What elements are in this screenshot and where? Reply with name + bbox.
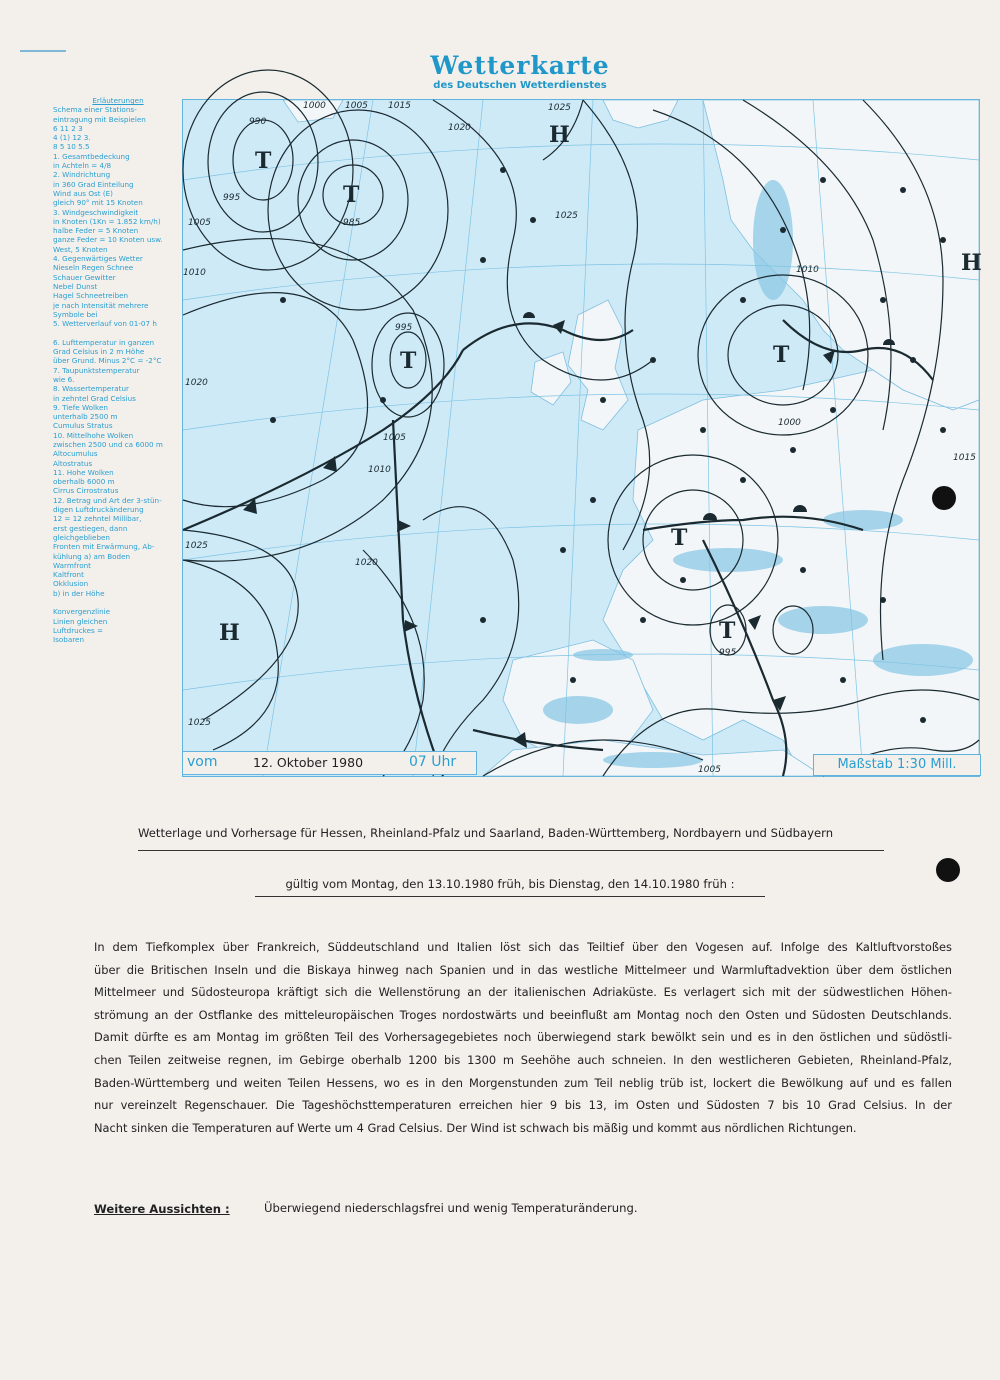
weather-map (182, 99, 980, 777)
forecast-text (94, 936, 952, 1139)
legend-line: 6. Lufttemperatur in ganzen (53, 337, 155, 347)
station-dot (880, 297, 886, 303)
land-british-isles (568, 300, 628, 430)
date-prefix: vom (187, 754, 218, 770)
legend-line: Nebel Dunst (53, 281, 98, 291)
relief-alps (673, 548, 783, 572)
legend-line: erst gestiegen, dann (53, 523, 128, 533)
station-dot (840, 677, 846, 683)
cold-front (183, 350, 463, 530)
station-dot (480, 257, 486, 263)
station-dot (590, 497, 596, 503)
punch-hole (936, 858, 960, 882)
legend-line: Warmfront (53, 560, 91, 570)
legend-line: Schema einer Stations- (53, 105, 137, 115)
isobar (363, 550, 424, 776)
legend-line: 11. Hohe Wolken (53, 467, 114, 477)
station-dot (270, 417, 276, 423)
corner-mark (20, 50, 66, 52)
isobar-label: 1020 (185, 378, 208, 388)
isobar-label: 1010 (183, 268, 206, 278)
station-dot (280, 297, 286, 303)
low-pressure-center: T (255, 148, 272, 174)
legend-line: Konvergenzlinie (53, 607, 111, 617)
forecast-validity: gültig vom Montag, den 13.10.1980 früh, bis Dienstag, den 14.10.1980 früh : (285, 877, 735, 891)
low-pressure-center: T (773, 342, 790, 368)
low-pressure-center: T (400, 348, 417, 374)
legend-line (53, 328, 183, 337)
land-continent (603, 370, 979, 776)
legend-line: 7. Taupunktstemperatur (53, 365, 140, 375)
isobar-label: 1025 (188, 718, 211, 728)
outlook-label: Weitere Aussichten : (94, 1202, 230, 1216)
forecast-line: über die Britischen Inseln und die Biskaya hinweg nach Spanien und in das westliche Mittelmeer und Warmluftadvektion über dem östlichen (94, 962, 952, 977)
station-dot (920, 717, 926, 723)
legend-line (53, 598, 183, 607)
map-subtitle: des Deutschen Wetterdienstes (433, 80, 607, 91)
forecast-line: chen Teilen zeitweise regnen, im Gebirge oberhalb 1200 bis 1300 m Seehöhe auch schneien. In den westlicheren Gebieten, Rheinland-Pfalz, (94, 1052, 952, 1067)
land-ireland (531, 352, 571, 405)
forecast-line: Mittelmeer und Südosteuropa kräftigt sich die Wellenstörung an der italienischen Adriaküste. Es verlagert sich mit der südwestlichen Höhen- (94, 985, 952, 1000)
legend-line: kühlung a) am Boden (53, 551, 131, 561)
legend-line: 10. Mittelhohe Wolken (53, 430, 134, 440)
map-date-box (182, 751, 477, 775)
legend-line: Hagel Schneetreiben (53, 291, 129, 301)
station-dot (780, 227, 786, 233)
legend-line: 8 5 10 5.5 (53, 142, 90, 152)
isobar-label: 995 (223, 193, 241, 203)
station-dot (560, 547, 566, 553)
legend-line: Kaltfront (53, 570, 84, 580)
front-triangle (397, 520, 411, 532)
weather-map-canvas (183, 100, 982, 776)
forecast-line: nur vereinzelt Regenschauer. Die Tageshöchsttemperaturen erreichen hier 9 bis 13, im Osten und Südosten 7 bis 10 Grad Celsius. In der (94, 1098, 952, 1113)
legend-line: in 360 Grad Einteilung (53, 179, 134, 189)
high-pressure-center: H (549, 122, 570, 148)
forecast-line: Damit dürfte es am Montag im größten Teil des Vorhersagegebietes noch überwiegend stark bewölkt sein und es in den östlichen und südöstli- (94, 1030, 952, 1045)
isobar-label: 985 (343, 218, 361, 228)
isobar-label: 995 (395, 323, 413, 333)
isobar (183, 293, 368, 507)
isobar-label: 1000 (778, 418, 801, 428)
isobar-label: 1010 (796, 265, 819, 275)
station-dot (500, 167, 506, 173)
station-dot (880, 597, 886, 603)
isobar-label: 995 (719, 648, 737, 658)
heading-underline (138, 850, 884, 851)
outlook-text: Überwiegend niederschlagsfrei und wenig Temperaturänderung. (264, 1201, 638, 1215)
relief-anatolia (873, 644, 973, 676)
station-dot (480, 617, 486, 623)
legend-line: Wind aus Ost (E) (53, 188, 113, 198)
legend-line: über Grund. Minus 2°C = -2°C (53, 356, 162, 366)
legend-line: 8. Wassertemperatur (53, 384, 129, 394)
legend-line: West, 5 Knoten (53, 244, 108, 254)
legend-line: Okklusion (53, 579, 89, 589)
legend-line: Altostratus (53, 458, 93, 468)
forecast-line: Baden-Württemberg und weiten Teilen Hessens, wo es in den Morgenstunden zum Teil neblig trüb ist, lockert die Bewölkung auf und es fallen (94, 1075, 952, 1090)
low-pressure-center: T (343, 182, 360, 208)
map-title-block (300, 52, 740, 91)
station-dot (740, 297, 746, 303)
legend-line: Cumulus Stratus (53, 421, 113, 431)
legend-line: Schauer Gewitter (53, 272, 116, 282)
legend-line: oberhalb 6000 m (53, 477, 115, 487)
legend-line: eintragung mit Beispielen (53, 114, 146, 124)
legend-line: 3. Windgeschwindigkeit (53, 207, 139, 217)
low-pressure-center: T (671, 525, 688, 551)
front-triangle (553, 320, 565, 334)
isobar-label: 1005 (383, 433, 406, 443)
legend-line: 9. Tiefe Wolken (53, 402, 108, 412)
legend-line: b) in der Höhe (53, 588, 105, 598)
legend-line: Grad Celsius in 2 m Höhe (53, 347, 145, 357)
isobar-label: 1020 (355, 558, 378, 568)
isobar-label: 1020 (448, 123, 471, 133)
station-dot (640, 617, 646, 623)
legend-line: digen Luftdruckänderung (53, 505, 144, 515)
land-greenland-edge (603, 100, 678, 128)
station-dot (940, 427, 946, 433)
legend-line: zwischen 2500 und ca 6000 m (53, 439, 163, 449)
land-scandinavia (703, 100, 979, 410)
station-dot (820, 177, 826, 183)
legend-line: Fronten mit Erwärmung, Ab- (53, 542, 155, 552)
legend-line: Linien gleichen (53, 616, 108, 626)
legend-line: Isobaren (53, 635, 85, 645)
legend-line: 2. Windrichtung (53, 170, 111, 180)
map-scale: Maßstab 1:30 Mill. (813, 754, 981, 776)
map-legend (53, 96, 183, 645)
legend-line: 1. Gesamtbedeckung (53, 151, 130, 161)
low-pressure-center: T (719, 618, 736, 644)
forecast-line: Nacht sinken die Temperaturen auf Werte um 4 Grad Celsius. Der Wind ist schwach bis mäßig und kommt aus nördlichen Richtungen. (94, 1120, 857, 1135)
relief-scand-mountains (753, 180, 793, 300)
legend-line: Symbole bei (53, 309, 98, 319)
map-time: 07 Uhr (409, 754, 457, 770)
legend-line: je nach Intensität mehrere (53, 300, 149, 310)
station-dot (900, 187, 906, 193)
front-semicircle (523, 312, 535, 318)
isobar-label: 1005 (698, 765, 721, 775)
legend-line: 5. Wetterverlauf von 01-07 h (53, 319, 157, 329)
forecast-heading: Wetterlage und Vorhersage für Hessen, Rheinland-Pfalz und Saarland, Baden-Württemberg, Nordbayern und Südbayern (138, 826, 834, 840)
legend-line: unterhalb 2500 m (53, 412, 118, 422)
isobar (423, 507, 519, 776)
legend-line: in Achteln = 4/8 (53, 161, 112, 171)
legend-line: 12 = 12 zehntel Millibar, (53, 514, 142, 524)
legend-line: 4 (1) 12 3. (53, 133, 91, 143)
isobar-label: 1025 (555, 211, 578, 221)
legend-line: Nieseln Regen Schnee (53, 263, 134, 273)
validity-underline (255, 896, 765, 897)
isobar (183, 530, 298, 720)
legend-line: Altocumulus (53, 449, 98, 459)
legend-line: 6 11 2 3 (53, 123, 83, 133)
forecast-line: strömung an der Ostflanke des mitteleuropäischen Troges nordostwärts und beeinflußt am Montag noch den Osten und Südosten Deutschlands. (94, 1007, 952, 1022)
isobar-label: 990 (249, 117, 267, 127)
station-dot (530, 217, 536, 223)
station-dot (700, 427, 706, 433)
front-triangle (823, 350, 835, 364)
high-pressure-center: H (219, 620, 240, 646)
legend-heading: Erläuterungen (92, 96, 144, 105)
relief-iberia (543, 696, 613, 724)
legend-line: Cirrus Cirrostratus (53, 486, 119, 496)
station-dot (680, 577, 686, 583)
isobar-label: 1005 (188, 218, 211, 228)
isobar-label: 1015 (953, 453, 976, 463)
high-pressure-center: H (961, 250, 982, 276)
station-dot (940, 237, 946, 243)
isobar-label: 1010 (368, 465, 391, 475)
isobar-label: 1025 (548, 103, 571, 113)
isobar-label: 1005 (345, 101, 368, 111)
isobar-label: 1015 (388, 101, 411, 111)
station-dot (380, 397, 386, 403)
map-footer (182, 751, 981, 775)
station-dot (570, 677, 576, 683)
legend-line: ganze Feder = 10 Knoten usw. (53, 235, 163, 245)
legend-line: 4. Gegenwärtiges Wetter (53, 254, 143, 264)
legend-line: gleichgeblieben (53, 532, 110, 542)
map-date: 12. Oktober 1980 (253, 755, 364, 770)
legend-line: in Knoten (1Kn = 1.852 km/h) (53, 216, 161, 226)
forecast-line: In dem Tiefkomplex über Frankreich, Süddeutschland und Italien löst sich das Teiltief über den Vogesen auf. Infolge des Kaltluftvorstoßes (94, 940, 952, 954)
map-title: Wetterkarte (430, 51, 610, 80)
legend-line: wie 6. (53, 374, 75, 384)
station-dot (910, 357, 916, 363)
isobar-label: 1025 (185, 541, 208, 551)
station-dot (740, 477, 746, 483)
station-dot (790, 447, 796, 453)
legend-line: halbe Feder = 5 Knoten (53, 226, 139, 236)
station-dot (650, 357, 656, 363)
legend-line: 12. Betrag und Art der 3-stün- (53, 495, 162, 505)
station-dot (800, 567, 806, 573)
isobar-label: 1000 (303, 101, 326, 111)
legend-line: gleich 90° mit 15 Knoten (53, 198, 143, 208)
legend-line: Luftdruckes = (53, 625, 104, 635)
station-dot (830, 407, 836, 413)
punch-hole (932, 486, 956, 510)
legend-line: in zehntel Grad Celsius (53, 393, 136, 403)
station-dot (600, 397, 606, 403)
relief-balkans (778, 606, 868, 634)
